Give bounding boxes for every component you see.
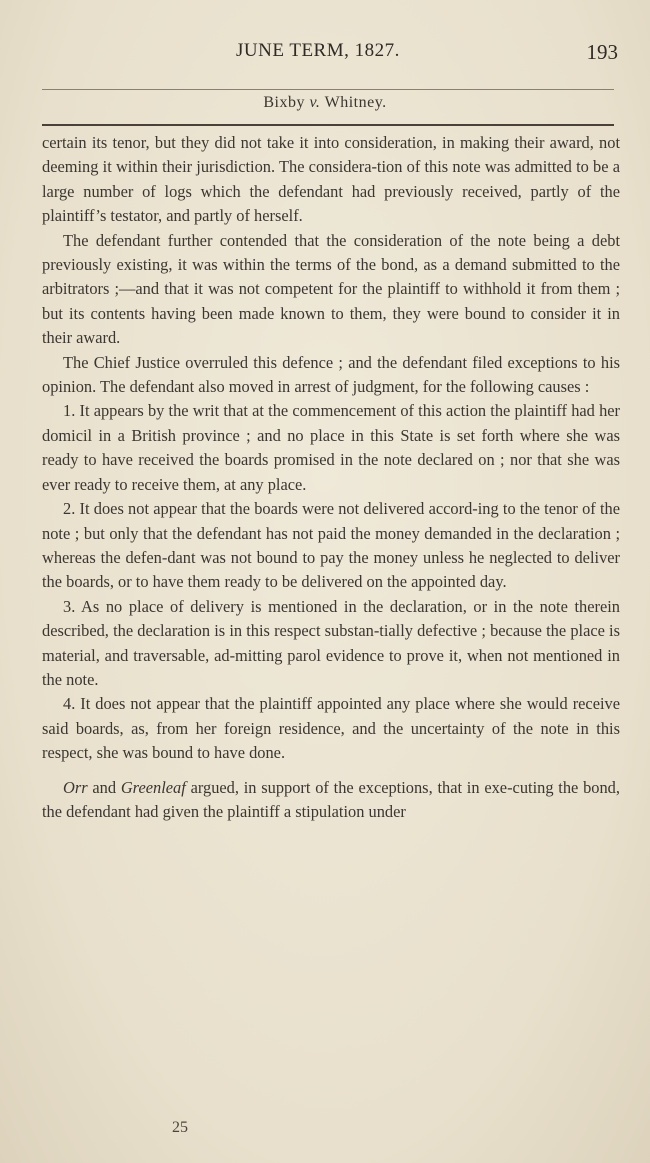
- paragraph-cause-1: 1. It appears by the writ that at the commencement of this action the plaintiff had her domicil in a British province ; and no place in this State is set forth where she was ready to have received the boards promised in the note declared on ; nor that she was ever ready to receive them, at any place.: [42, 401, 620, 494]
- signature-mark: 25: [172, 1119, 188, 1136]
- paragraph-chief-justice-ruling: The Chief Justice overruled this defence ; and the defendant filed exceptions to his opinion. The defendant also moved in arrest of judgment, for the following causes :: [42, 352, 620, 397]
- case-plaintiff: Bixby: [263, 94, 305, 111]
- paragraph-cause-4: 4. It does not appear that the plaintiff appointed any place where she would receive said boards, as, from her foreign residence, and the uncertainty of the note in this respect, she was bound to have done.: [42, 694, 620, 763]
- case-defendant: Whitney.: [324, 94, 387, 111]
- paragraph-argument: [42, 776, 620, 825]
- counsel-name: Greenleaf: [120, 777, 186, 797]
- case-versus: v.: [309, 94, 321, 111]
- body-text: [42, 131, 620, 824]
- paragraph-defendant-contention: The defendant further contended that the consideration of the note being a debt previously existing, it was within the terms of the bond, as a demand submitted to the arbitrators ;—and that it was not competent for the plaintiff to withhold it from them ; but its contents having been made known to them, they were bound to consider it in their award.: [42, 230, 620, 348]
- paragraph-continuation: certain its tenor, but they did not take it into consideration, in making their award, not deeming it within their jurisdiction. The considera-tion of this note was admitted to be a large number of logs which the defendant had previously received, partly of the plaintiff’s testator, and partly of herself.: [42, 133, 620, 226]
- argument-text: argued, in support of the exceptions, that in exe-cuting the bond, the defendant had given the plaintiff a stipulation under: [42, 777, 620, 821]
- paragraph-cause-2: 2. It does not appear that the boards were not delivered accord-ing to the tenor of the note ; but only that the defendant has not paid the money demanded in the declaration ; whereas the defen-dant was not bound to pay the money unless he neglected to deliver the boards, or to have them ready to be delivered on the appointed day.: [42, 499, 620, 592]
- case-title: [0, 94, 650, 112]
- running-head: [0, 38, 650, 72]
- paragraph-cause-3: 3. As no place of delivery is mentioned in the declaration, or in the note therein described, the declaration is in this respect substan-tially defective ; because the place is material, and traversable, ad-mitting parol evidence to prove it, when not mentioned in the note.: [42, 596, 620, 689]
- term-title: JUNE TERM, 1827.: [236, 40, 400, 61]
- conjunction: and: [87, 777, 121, 797]
- header-rule: [42, 89, 614, 90]
- page-number: 193: [586, 40, 618, 64]
- counsel-name: Orr: [63, 777, 88, 797]
- case-title-rule: [42, 124, 614, 126]
